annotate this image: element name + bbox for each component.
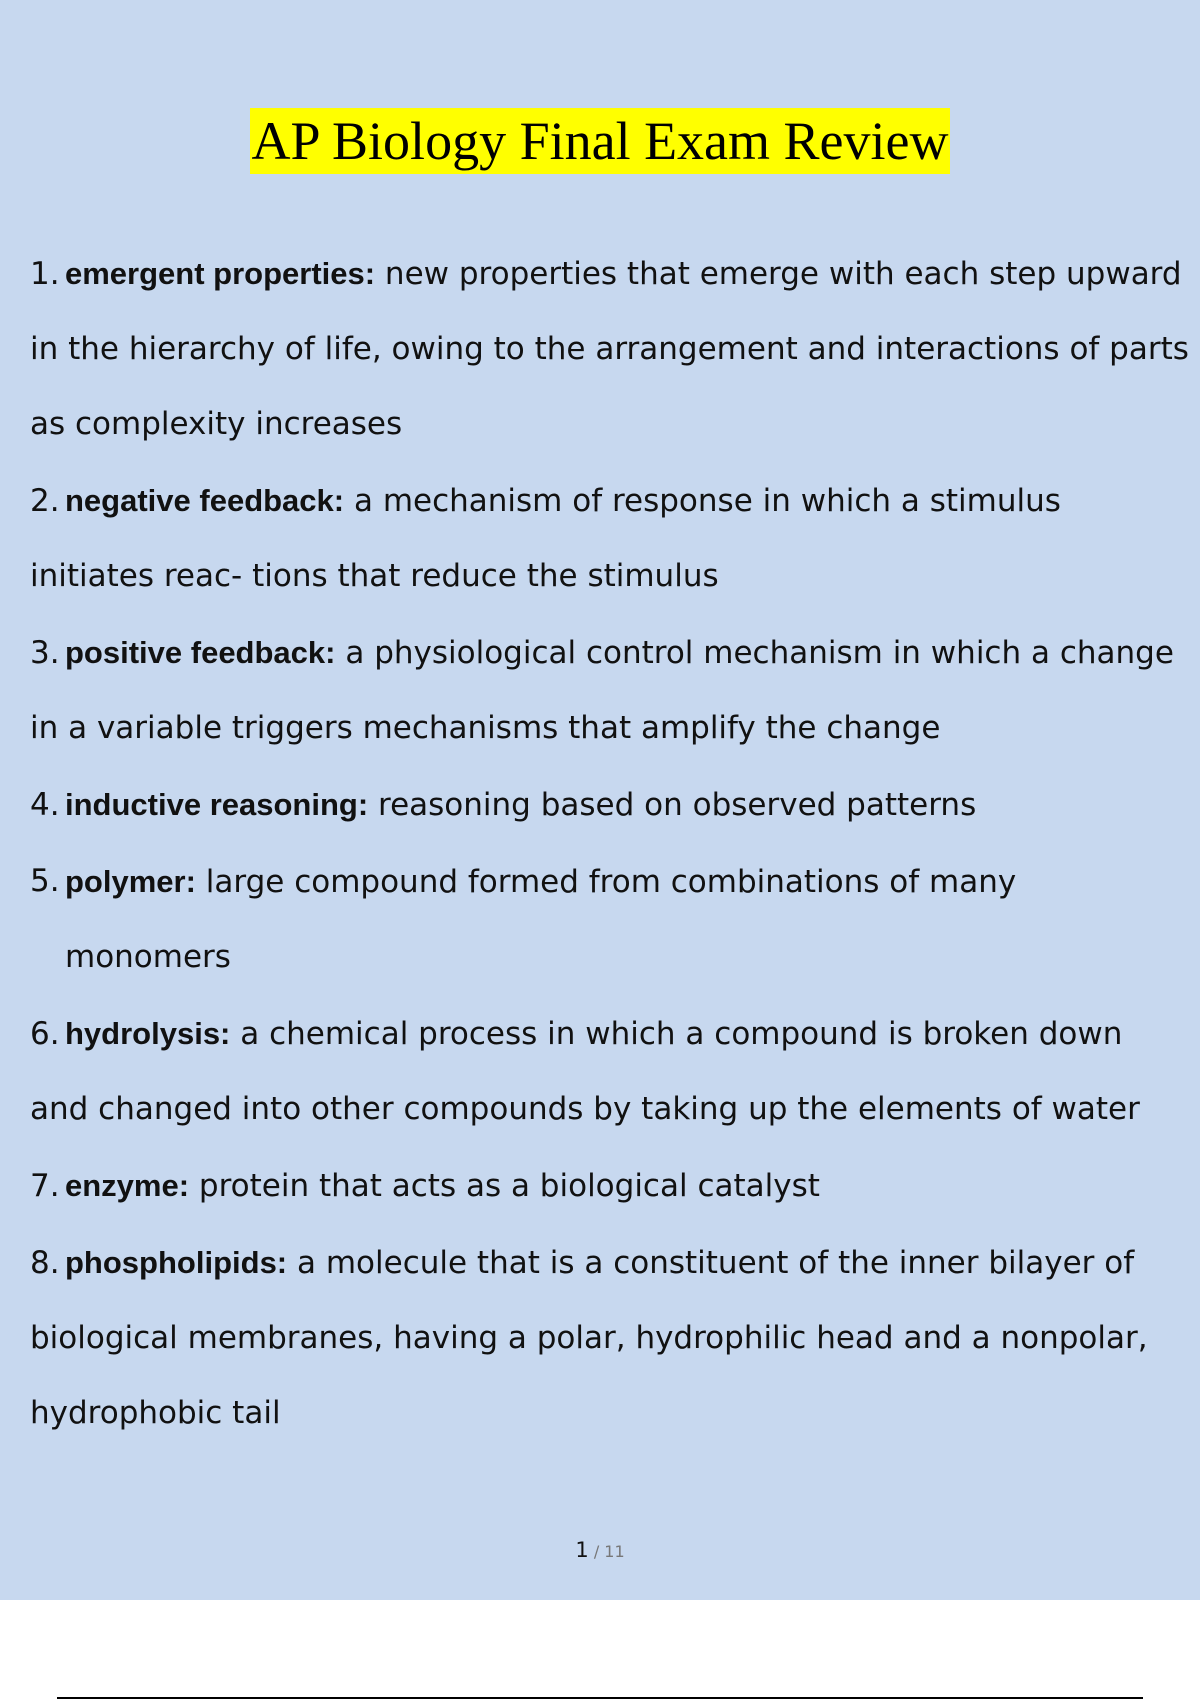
item-number: 1.	[30, 256, 60, 292]
term-definition: protein that acts as a biological catalyst	[189, 1168, 820, 1204]
list-item	[30, 1225, 1190, 1451]
item-number: 7.	[30, 1168, 60, 1204]
term-word: polymer:	[65, 864, 196, 899]
item-number: 2.	[30, 483, 60, 519]
page-title: AP Biology Final Exam Review	[250, 108, 951, 174]
title-wrapper	[0, 108, 1200, 174]
list-item	[30, 844, 1190, 995]
term-word: hydrolysis:	[65, 1016, 231, 1051]
list-item	[30, 236, 1190, 462]
list-item	[30, 767, 1190, 843]
item-number: 8.	[30, 1245, 60, 1281]
term-list	[30, 236, 1190, 1452]
list-item	[30, 463, 1190, 614]
term-word: enzyme:	[65, 1168, 190, 1203]
list-item	[30, 1148, 1190, 1224]
page-current: 1	[575, 1538, 589, 1562]
term-word: inductive reasoning:	[65, 787, 369, 822]
term-word: emergent properties:	[65, 256, 376, 291]
term-definition: large compound formed from combinations of many monomers	[65, 864, 1017, 975]
page-total: / 11	[593, 1542, 625, 1561]
item-number: 4.	[30, 787, 60, 823]
item-number: 5.	[30, 863, 60, 899]
page-divider	[57, 1697, 1143, 1699]
list-item	[30, 996, 1190, 1147]
term-definition: a molecule that is a constituent of the inner bilayer of biological membranes, having a polar, hydrophilic head and a nonpolar, hydrophobic tail	[30, 1245, 1148, 1431]
term-word: phospholipids:	[65, 1245, 288, 1280]
item-number: 3.	[30, 635, 60, 671]
item-number: 6.	[30, 1016, 60, 1052]
term-definition: a mechanism of response in which a stimulus initiates reac- tions that reduce the stimulus	[30, 483, 1061, 594]
term-definition: reasoning based on observed patterns	[368, 787, 977, 823]
page-indicator	[0, 1538, 1200, 1562]
term-definition: a physiological control mechanism in which a change in a variable triggers mechanisms that amplify the change	[30, 635, 1174, 746]
term-definition: new properties that emerge with each step upward in the hierarchy of life, owing to the arrangement and interactions of parts as complexity increases	[30, 256, 1189, 442]
term-definition: a chemical process in which a compound is broken down and changed into other compounds by taking up the elements of water	[30, 1016, 1140, 1127]
term-word: positive feedback:	[65, 635, 336, 670]
term-word: negative feedback:	[65, 483, 345, 518]
list-item	[30, 615, 1190, 766]
